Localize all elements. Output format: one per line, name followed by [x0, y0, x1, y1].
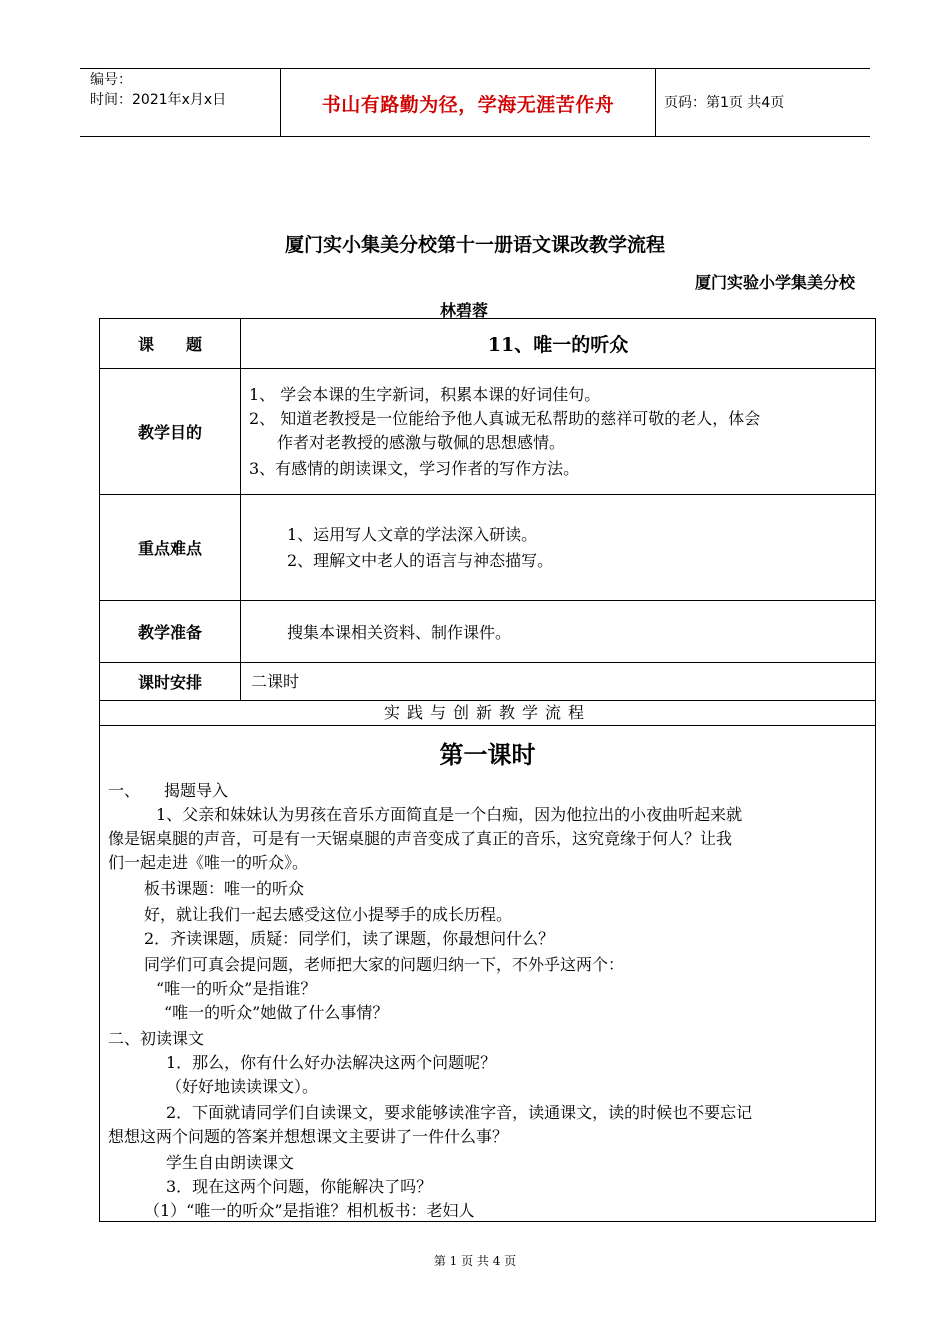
schedule-row: [100, 663, 875, 701]
goals-row: [100, 369, 875, 495]
date-label: 时间：2021年x月x日: [90, 92, 227, 108]
keys-content: [241, 495, 875, 600]
keys-label: 重点难点: [100, 495, 241, 600]
page-indicator: 页码：第1页 共4页: [664, 95, 785, 111]
header-divider-left: [280, 68, 281, 136]
goals-label: 教学目的: [100, 369, 241, 494]
body-line: （好好地读读课文）。: [166, 1077, 319, 1096]
section-heading: 二、初读课文: [108, 1029, 205, 1048]
lesson-plan-table: [99, 318, 876, 1222]
key-item: 1、运用写人文章的学法深入研读。: [287, 525, 538, 544]
body-line: （1）“唯一的听众”是指谁？相机板书：老妇人: [144, 1201, 475, 1220]
body-line: “唯一的听众”是指谁？: [156, 979, 317, 998]
body-line: 板书课题：唯一的听众: [144, 879, 305, 898]
body-line: 像是锯桌腿的声音，可是有一天锯桌腿的声音变成了真正的音乐，这究竟缘于何人？让我: [108, 829, 733, 848]
topic-label: 课 题: [100, 319, 241, 368]
motto: 书山有路勤为径，学海无涯苦作舟: [321, 94, 615, 116]
goal-item: 1、 学会本课的生字新词，积累本课的好词佳句。: [249, 385, 601, 404]
body-line: “唯一的听众”她做了什么事情？: [164, 1003, 389, 1022]
section-heading: 一、 揭题导入: [108, 781, 229, 800]
body-line: 1．那么，你有什么好办法解决这两个问题呢？: [166, 1053, 497, 1072]
body-line: 好，就让我们一起去感受这位小提琴手的成长历程。: [144, 905, 513, 924]
body-line: 2．齐读课题，质疑：同学们，读了课题，你最想问什么？: [144, 929, 555, 948]
keys-row: [100, 495, 875, 601]
schedule-content: [241, 663, 875, 700]
body-line: 学生自由朗读课文: [166, 1153, 295, 1172]
key-item: 2、理解文中老人的语言与神态描写。: [287, 551, 554, 570]
topic-row: [100, 319, 875, 369]
serial-label: 编号：: [90, 72, 132, 88]
schedule-value: 二课时: [251, 672, 300, 691]
topic-value: 11、唯一的听众: [487, 334, 629, 356]
document-title: 厦门实小集美分校第十一册语文课改教学流程: [284, 234, 665, 256]
prep-content: [241, 601, 875, 662]
header-divider-right: [655, 68, 656, 136]
body-line: 们一起走进《唯一的听众》。: [108, 853, 309, 872]
flow-heading: 实践与创新教学流程: [100, 701, 875, 726]
prep-label: 教学准备: [100, 601, 241, 662]
prep-value: 搜集本课相关资料、制作课件。: [287, 623, 512, 642]
goal-item: 2、 知道老教授是一位能给予他人真诚无私帮助的慈祥可敬的老人，体会: [249, 409, 761, 428]
body-line: 同学们可真会提问题，老师把大家的问题归纳一下，不外乎这两个：: [144, 955, 625, 974]
school-name: 厦门实验小学集美分校: [694, 273, 855, 292]
body-line: 3．现在这两个问题，你能解决了吗？: [166, 1177, 433, 1196]
header-top-rule: [80, 68, 870, 69]
page-footer: 第 1 页 共 4 页: [433, 1254, 517, 1268]
header-bottom-rule: [80, 136, 870, 137]
body-line: 1、父亲和妹妹认为男孩在音乐方面简直是一个白痴，因为他拉出的小夜曲听起来就: [156, 805, 743, 824]
goal-item: 作者对老教授的感激与敬佩的思想感情。: [277, 433, 566, 452]
body-line: 想想这两个问题的答案并想想课文主要讲了一件什么事？: [108, 1127, 509, 1146]
prep-row: [100, 601, 875, 663]
lesson-title: 第一课时: [439, 740, 536, 769]
body-line: 2．下面就请同学们自读课文，要求能够读准字音，读通课文，读的时候也不要忘记: [166, 1103, 753, 1122]
goals-content: [241, 369, 875, 494]
schedule-label: 课时安排: [100, 663, 241, 700]
goal-item: 3、有感情的朗读课文，学习作者的写作方法。: [249, 459, 580, 478]
author-name: 林碧蓉: [440, 301, 489, 320]
